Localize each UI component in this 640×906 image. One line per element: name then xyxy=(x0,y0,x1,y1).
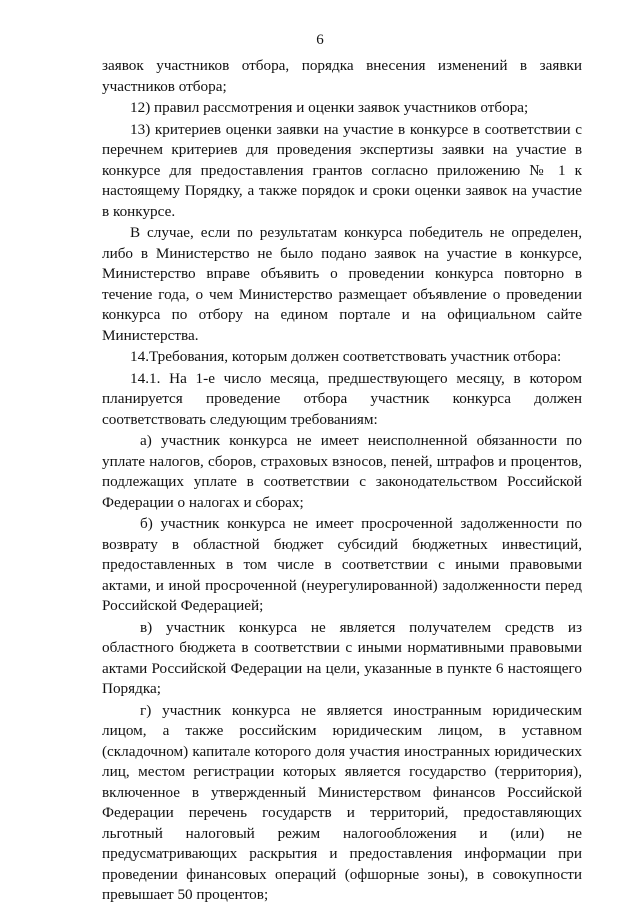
paragraph-subitem-v: в) участник конкурса не является получателем средств из областного бюджета в соответствии с иными нормативными правовыми актами Российской Федерации на цели, указанные в пункте 6 настоящего Порядка; xyxy=(102,618,582,697)
paragraph-requirements-heading: 14.Требования, которым должен соответствовать участник отбора: xyxy=(130,348,562,365)
paragraph-subitem-g: г) участник конкурса не является иностранным юридическим лицом, а также российским юридическим лицом, в уставном (складочном) капитале которого доля участия иностранных юридических лиц, местом регистрации которых является государство (территория), включенное в утвержденный Министерством финансов Российской Федерации перечень государств и территорий, предоставляющих льготный налоговый режим налогообложения и (или) не предусматривающих раскрытия и предоставления информации при проведении финансовых операций (офшорные зоны), в совокупности превышает 50 процентов; xyxy=(102,701,582,903)
paragraph-item-14-1: 14.1. На 1-е число месяца, предшествующего месяцу, в котором планируется проведение отбора участник конкурса должен соответствовать следующим требованиям: xyxy=(102,369,582,428)
paragraph-subitem-b: б) участник конкурса не имеет просроченной задолженности по возврату в областной бюджет субсидий бюджетных инвестиций, предоставленных в том числе в соответствии с иными правовыми актами, и иной просроченной (неурегулированной) задолженности перед Российской Федерацией; xyxy=(102,515,582,614)
paragraph-subitem-a: а) участник конкурса не имеет неисполненной обязанности по уплате налогов, сборов, страховых взносов, пеней, штрафов и процентов, подлежащих уплате в соответствии с законодательством Российской Федерации о налогах и сборах; xyxy=(102,432,582,511)
paragraph-continuation: заявок участников отбора, порядка внесения изменений в заявки участников отбора; xyxy=(102,57,582,95)
paragraph-item-13: 13) критериев оценки заявки на участие в конкурсе в соответствии с перечнем критериев для проведения экспертизы заявки на участие в конкурсе для предоставления грантов согласно приложению № 1 к настоящему Порядку, а также порядок и сроки оценки заявок на участие в конкурсе. xyxy=(102,120,582,220)
paragraph-repeat-contest: В случае, если по результатам конкурса победитель не определен, либо в Министерство не было подано заявок на участие в конкурсе, Министерство вправе объявить о проведении конкурса повторно в течение года, о чем Министерство размещает объявление о проведении конкурса по отбору на едином портале и на официальном сайте Министерства. xyxy=(102,224,582,344)
page-number: 6 xyxy=(316,32,324,48)
paragraph-item-12: 12) правил рассмотрения и оценки заявок участников отбора; xyxy=(130,99,529,116)
document-body xyxy=(102,56,582,906)
